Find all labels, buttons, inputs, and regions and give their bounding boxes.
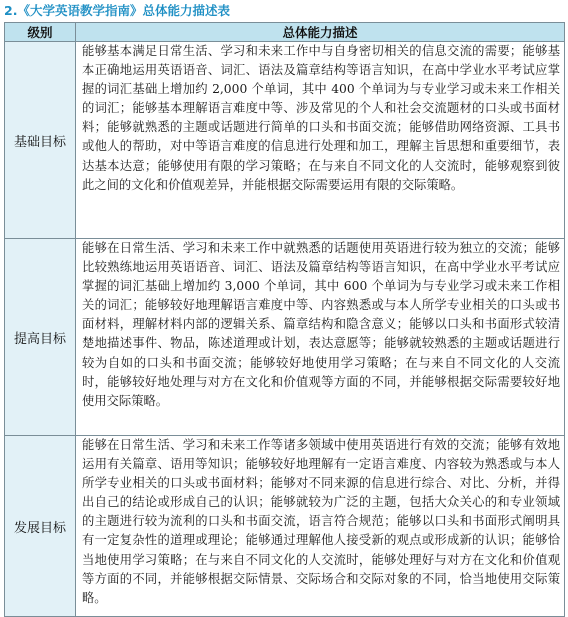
level-cell: 发展目标 bbox=[5, 436, 76, 617]
header-description: 总体能力描述 bbox=[76, 23, 565, 42]
section-heading: 2.《大学英语教学指南》总体能力描述表 bbox=[4, 3, 230, 18]
table-row bbox=[5, 42, 565, 239]
level-cell: 提高目标 bbox=[5, 239, 76, 436]
table-row bbox=[5, 436, 565, 617]
description-cell: 能够在日常生活、学习和未来工作等诸多领域中使用英语进行有效的交流；能够有效地运用有关篇章、语用等知识；能够较好地理解有一定语言难度、内容较为熟悉或与本人所学专业相关的口头或书面材料；能够对不同来源的信息进行综合、对比、分析，并得出自己的结论或形成自己的认识；能够就较为广泛的主题，包括大众关心的和专业领域的主题进行较为流利的口头和书面交流，语言符合规范；能够以口头和书面形式阐明具有一定复杂性的道理或理论；能够通过理解他人接受新的观点或形成新的认识；能够恰当地使用学习策略；在与来自不同文化的人交流时，能够处理好与对方在文化和价值观等方面的不同，并能够根据交际情景、交际场合和交际对象的不同，恰当地使用交际策略。 bbox=[76, 436, 565, 617]
level-cell: 基础目标 bbox=[5, 42, 76, 239]
ability-description-table bbox=[4, 22, 565, 617]
table-header-row bbox=[5, 23, 565, 42]
header-level: 级别 bbox=[5, 23, 76, 42]
description-cell: 能够基本满足日常生活、学习和未来工作中与自身密切相关的信息交流的需要；能够基本正确地运用英语语音、词汇、语法及篇章结构等语言知识，在高中学业水平考试应掌握的词汇基础上增加约 2,000 个单词，其中 400 个单词为与专业学习或未来工作相关的词汇；能够基本理解语言难度中等、涉及常见的个人和社会交流题材的口头或书面材料；能够就熟悉的主题或话题进行简单的口头和书面交流；能够借助网络资源、工具书或他人的帮助，对中等语言难度的信息进行处理和加工，理解主旨思想和重要细节，表达基本达意；能够使用有限的学习策略；在与来自不同文化的人交流时，能够观察到彼此之间的文化和价值观差异，并能根据交际需要运用有限的交际策略。 bbox=[76, 42, 565, 239]
description-cell: 能够在日常生活、学习和未来工作中就熟悉的话题使用英语进行较为独立的交流；能够比较熟练地运用英语语音、词汇、语法及篇章结构等语言知识，在高中学业水平考试应掌握的词汇基础上增加约 3,000 个单词，其中 600 个单词为与专业学习或未来工作相关的词汇；能够较好地理解语言难度中等、内容熟悉或与本人所学专业相关的口头或书面材料，理解材料内部的逻辑关系、篇章结构和隐含意义；能够以口头和书面形式较清楚地描述事件、物品，陈述道理或计划，表达意愿等；能够就较熟悉的主题或话题进行较为自如的口头和书面交流；能够较好地使用学习策略；在与来自不同文化的人交流时，能够较好地处理与对方在文化和价值观等方面的不同，并能够根据交际需要较好地使用交际策略。 bbox=[76, 239, 565, 436]
table-row bbox=[5, 239, 565, 436]
